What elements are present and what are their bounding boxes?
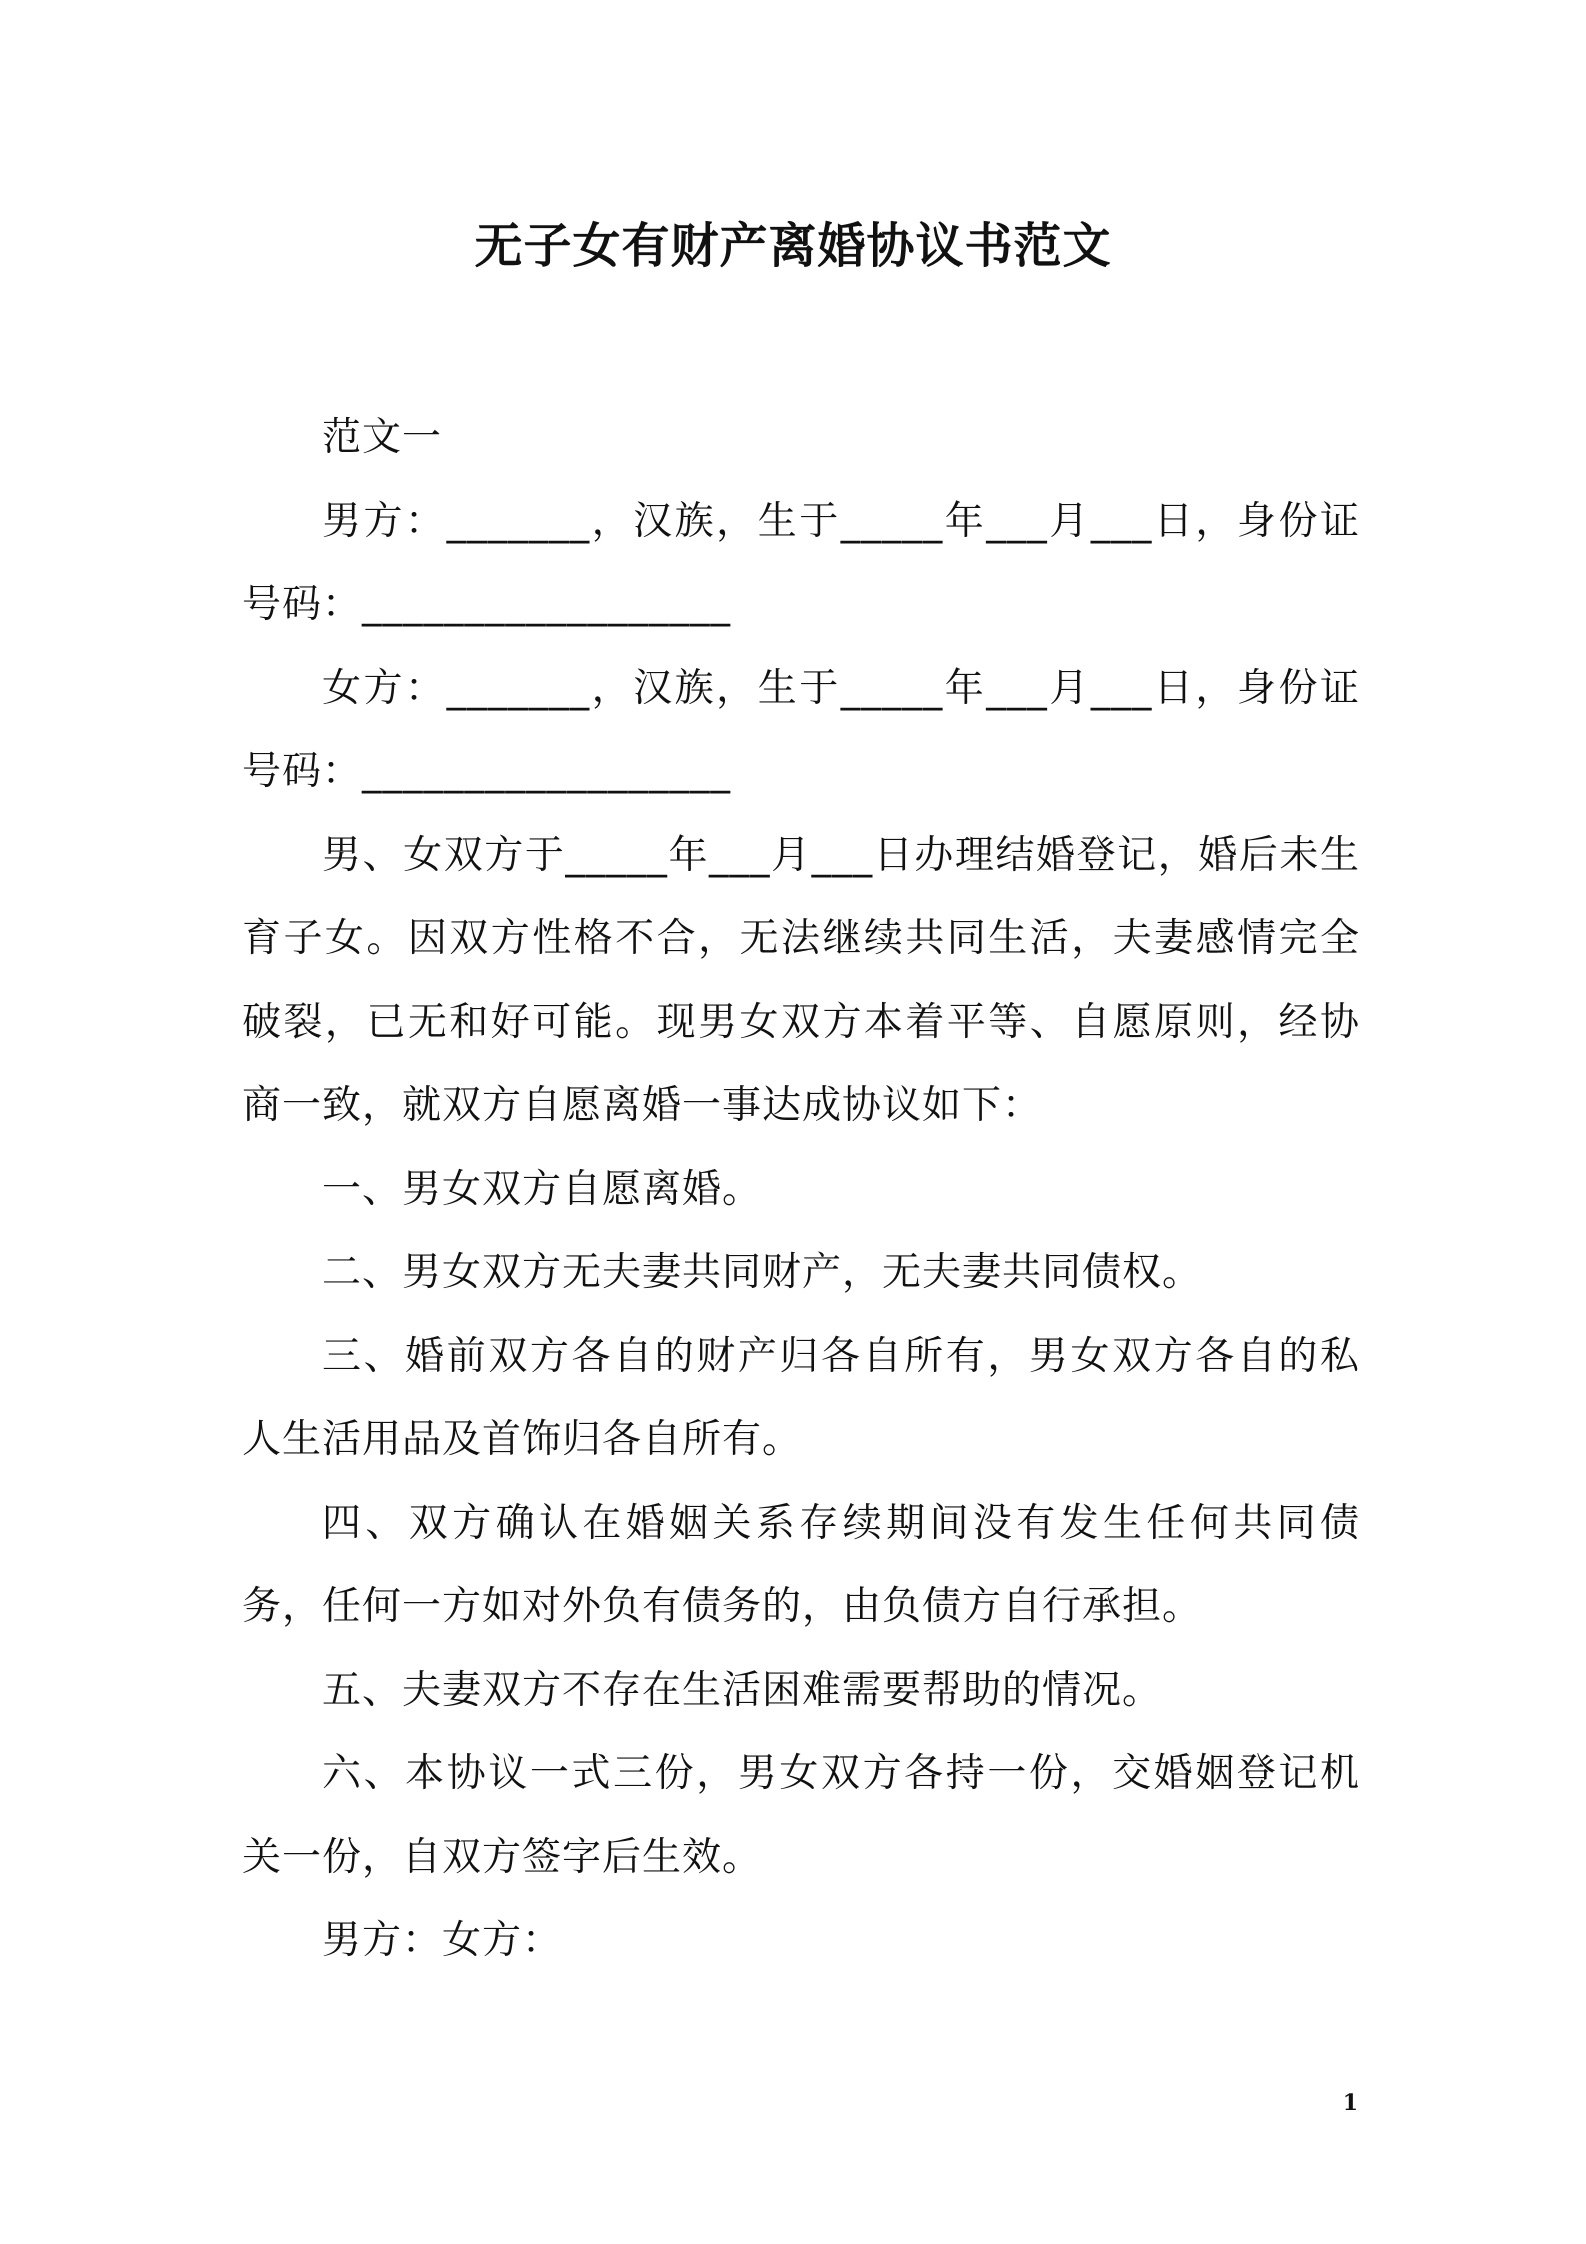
document-title: 无子女有财产离婚协议书范文 xyxy=(474,218,1112,274)
clause-5: 五、夫妻双方不存在生活困难需要帮助的情况。 xyxy=(322,1667,1163,1713)
clause-2: 二、男女双方无夫妻共同财产，无夫妻共同债权。 xyxy=(322,1250,1203,1295)
clause-6: 六、本协议一式三份，男女双方各持一份，交婚姻登记机关一份，自双方签字后生效。 xyxy=(242,1751,1360,1880)
male-party-info: 男方：_______，汉族，生于_____年___月___日，身份证号码：__________________ xyxy=(242,498,1360,627)
clause-1: 一、男女双方自愿离婚。 xyxy=(322,1166,763,1212)
agreement-preamble: 男、女双方于_____年___月___日办理结婚登记，婚后未生育子女。因双方性格不合，无法继续共同生活，夫妻感情完全破裂，已无和好可能。现男女双方本着平等、自愿原则，经协商一致，就双方自愿离婚一事达成协议如下： xyxy=(242,832,1360,1128)
section-heading: 范文一 xyxy=(322,415,443,460)
document-body xyxy=(242,396,1360,1983)
page-number: 1 xyxy=(1342,2090,1358,2116)
clause-3: 三、婚前双方各自的财产归各自所有，男女双方各自的私人生活用品及首饰归各自所有。 xyxy=(242,1333,1360,1462)
clause-4: 四、双方确认在婚姻关系存续期间没有发生任何共同债务，任何一方如对外负有债务的，由负债方自行承担。 xyxy=(242,1500,1360,1629)
female-party-info: 女方：_______，汉族，生于_____年___月___日，身份证号码：__________________ xyxy=(242,665,1360,794)
signature-line: 男方：女方： xyxy=(322,1918,563,1963)
